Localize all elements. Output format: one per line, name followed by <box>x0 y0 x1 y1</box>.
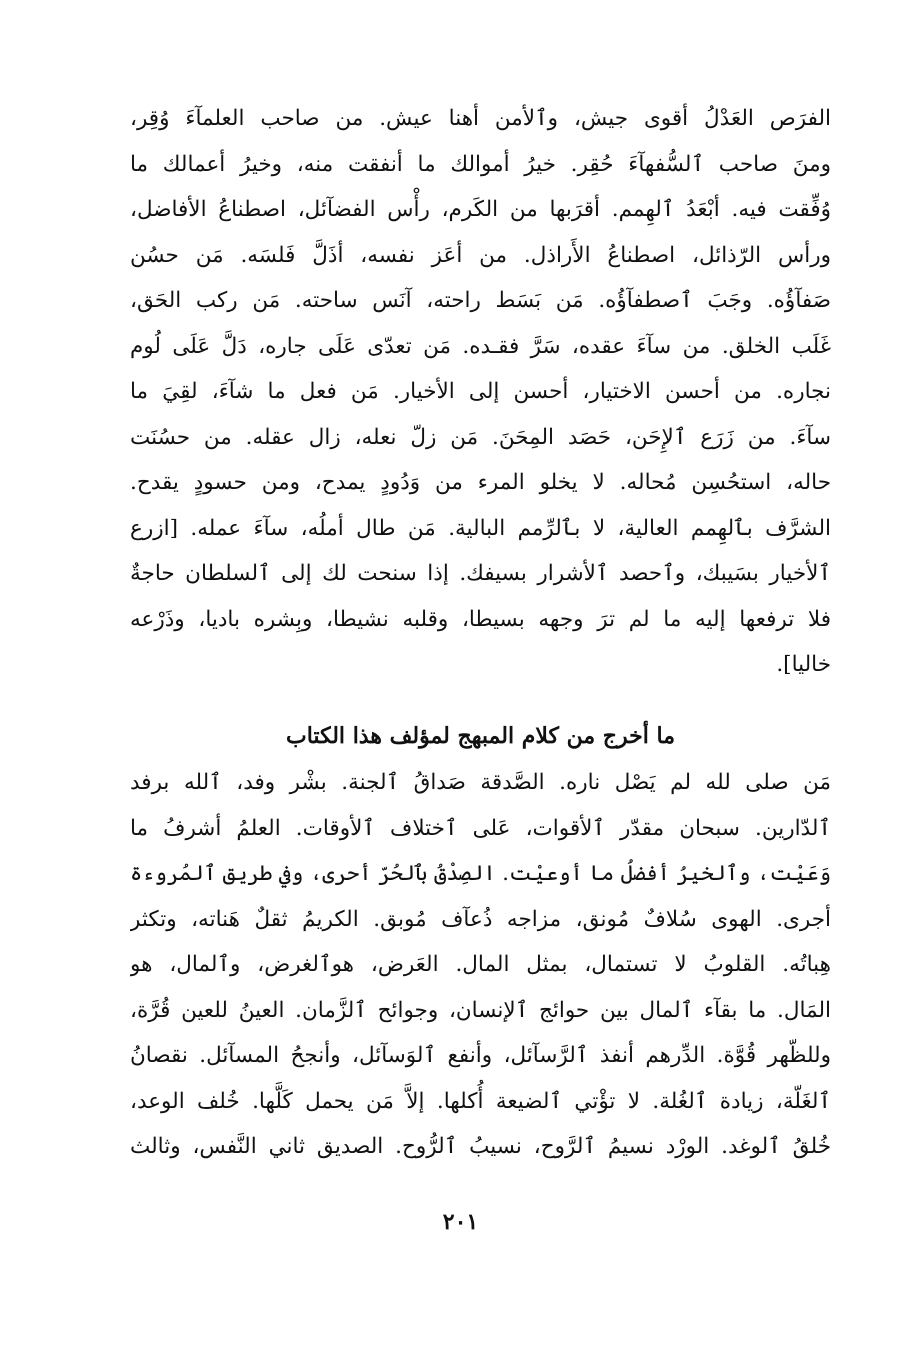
text-line: حاله، استحُسِن مُحاله. لا يخلو المرء من وَدُودٍ يمدح، ومن حسودٍ يقدح. <box>130 470 831 495</box>
text-line: ورأس الرّذائل، اصطناعُ الأَراذل. من أعَز نفسه، أذَلَّ فَلسَه. مَن حسُن <box>130 242 831 268</box>
text-line: خاليا]. <box>776 652 831 677</box>
text-line: نجاره. من أحسن الاختيار، أحسن إلى الأخيار. مَن فعل ما شآءَ، لقِيَ ما <box>130 379 831 404</box>
text-line: هِباتُه. القلوبُ لا تستمال، بمثل المال. العَرض، هوٱلغرض، وٱلمال، هو <box>130 952 831 977</box>
text-line: ٱلأخيار بسَيبك، وٱحصد ٱلأشرار بسيفك. إذا سنحت لك إلى ٱلسلطان حاجةٌ <box>130 561 831 586</box>
text-line: وُفِّقت فيه. أبْعَدُ ٱلهِمم. أقرَبها من الكَرم، رأْس الفضآئل، اصطناعُ الأفاضل، <box>130 197 831 222</box>
text-line: مَن صلى لله لم يَصْل ناره. الصَّدقة صَداقُ ٱلجنة. بشْر وفد، ٱلله برفد <box>130 770 831 795</box>
text-line: ٱلدّارين. سبحان مقدّر ٱلأقوات، عَلى ٱختلاف ٱلأوقات. العلمُ أشرفُ ما <box>130 815 831 841</box>
text-line: غَلَب الخلق. من سآءَ عقده، سَرَّ فقـده. مَن تعدّى عَلَى جاره، دَلَّ عَلَى لُوم <box>130 333 831 359</box>
text-line: الشرَّف بٱلهِمم العالية، لا بٱلرِّمم البالية. مَن طال أملُه، سآءَ عمله. [ازرع <box>130 515 831 541</box>
text-line: ومنَ صاحب ٱلسُّفهآءَ حُقِر. خيرُ أموالك ما أنفقت منه، وخيرُ أعمالك ما <box>130 151 831 177</box>
text-line: ٱلغَلّة، زيادة ٱلغُلة. لا تؤْتي ٱلضيعة أُكلها. إلاَّ مَن يحمل كَلَّها. خُلف الوعد، <box>130 1088 831 1114</box>
page-number: ٢٠١ <box>442 1209 479 1235</box>
text-line: خُلقُ ٱلوغد. الورْد نسيمُ ٱلرَّوح، نسيبُ ٱلرُّوح. الصديق ثاني النَّفس، وثالث <box>130 1134 831 1159</box>
section-heading: ما أخرج من كلام المبهج لمؤلف هذا الكتاب <box>286 723 675 749</box>
text-line: صَفآؤُه. وجَبَ ٱصطفآؤُه. مَن بَسَط راحته، آنَس ساحته. مَن ركب الحَق، <box>130 288 831 313</box>
text-line: فلا ترفعها إليه ما لم ترَ وجهه بسيطا، وقلبه نشيطا، وبِشره باديا، وذَرْعه <box>130 606 831 632</box>
text-line: الفرَص العَدْلُ أقوى جيش، وٱلأمن أهنا عيش. من صاحب العلمآءَ وُقِر، <box>130 106 831 131</box>
text-line: وَعَيْت، وٱلخيرُ أفضلُ ما أوعيْت. الصِدْقُ بٱلحُرّ أحرى، وفي طريق ٱلمُروءة <box>130 861 831 885</box>
text-line: أجرى. الهوى سُلافٌ مُونق، مزاجه ذُعآف مُوبق. الكريمُ ثقلٌ هَناته، وتكثر <box>130 906 831 932</box>
paragraph-bottom <box>130 760 831 1170</box>
paragraph-top <box>130 96 831 688</box>
text-line: وللظّهر قُوَّة. الدِّرهم أنفذ ٱلرَّسآئل، وأنفع ٱلوَسآئل، وأنجحُ المسآئل. نقصانُ <box>130 1043 831 1068</box>
text-line: المَال. ما بقآء ٱلمال بين حوائج ٱلإنسان، وجوائح ٱلزَّمان. العينُ للعين قُرَّة، <box>130 997 831 1023</box>
text-line: سآءَ. من زَرَع ٱلإِحَن، حَصَد المِحَنَ. مَن زلّ نعله، زال عقله. من حسُنَت <box>130 424 831 450</box>
